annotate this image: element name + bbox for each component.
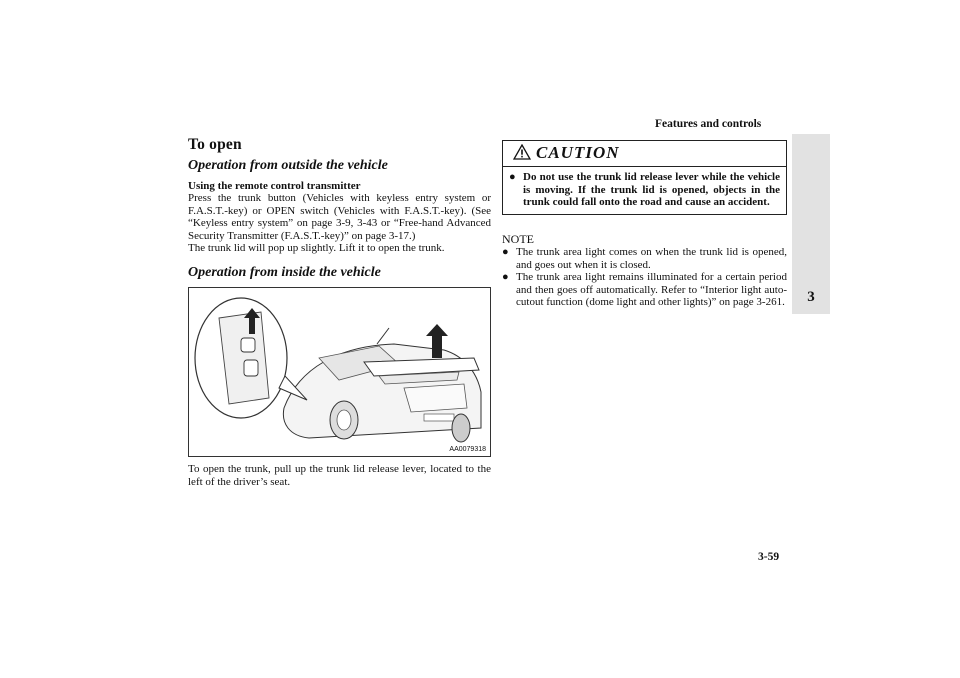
outside-operation-title: Operation from outside the vehicle <box>188 158 388 173</box>
chapter-tab <box>792 134 830 314</box>
bullet-icon: ● <box>502 246 509 258</box>
note-item-text: The trunk area light remains illuminated for a certain period and then goes off automatically. Refer to “Interior light auto-cutout function (dome light and other lights)” on page 3-261. <box>516 271 787 309</box>
car-trunk-illustration <box>189 288 490 456</box>
left-column <box>188 136 491 488</box>
inside-operation-caption: To open the trunk, pull up the trunk lid release lever, located to the left of the driver’s seat. <box>188 462 491 488</box>
bullet-icon: ● <box>509 171 516 183</box>
figure-code: AA0079318 <box>449 445 486 453</box>
chapter-number: 3 <box>807 289 815 305</box>
caution-item <box>503 167 786 214</box>
note-item <box>502 271 787 309</box>
section-heading: To open <box>188 136 242 153</box>
trunk-release-illustration <box>188 287 491 457</box>
remote-transmitter-subtitle: Using the remote control transmitter <box>188 180 361 192</box>
trunk-popup-text: The trunk lid will pop up slightly. Lift it to open the trunk. <box>188 242 445 255</box>
caution-label: CAUTION <box>536 143 620 162</box>
bullet-icon: ● <box>502 271 509 284</box>
note-title: NOTE <box>502 232 534 246</box>
warning-triangle-icon <box>513 144 531 160</box>
page-number: 3-59 <box>758 551 780 563</box>
caution-box <box>502 140 787 215</box>
caution-text: Do not use the trunk lid release lever while the vehicle is moving. If the trunk lid is opened, objects in the trunk could fall onto the road and cause an accident. <box>523 171 780 209</box>
note-item <box>502 246 787 271</box>
remote-instructions: Press the trunk button (Vehicles with keyless entry system or F.A.S.T.-key) or OPEN switch (Vehicles with F.A.S.T.-key). (See “Keyless entry system” on page 3-9, 3-43 or “Free-hand Advanced Security Transmitter (F.A.S.T.-key)” on page 3-17.) <box>188 192 491 242</box>
caution-header <box>503 141 786 167</box>
note-item-text: The trunk area light comes on when the trunk lid is opened, and goes out when it is closed. <box>516 246 787 271</box>
header-title: Features and controls <box>655 118 762 130</box>
inside-operation-title: Operation from inside the vehicle <box>188 264 381 280</box>
note-section <box>502 233 787 309</box>
